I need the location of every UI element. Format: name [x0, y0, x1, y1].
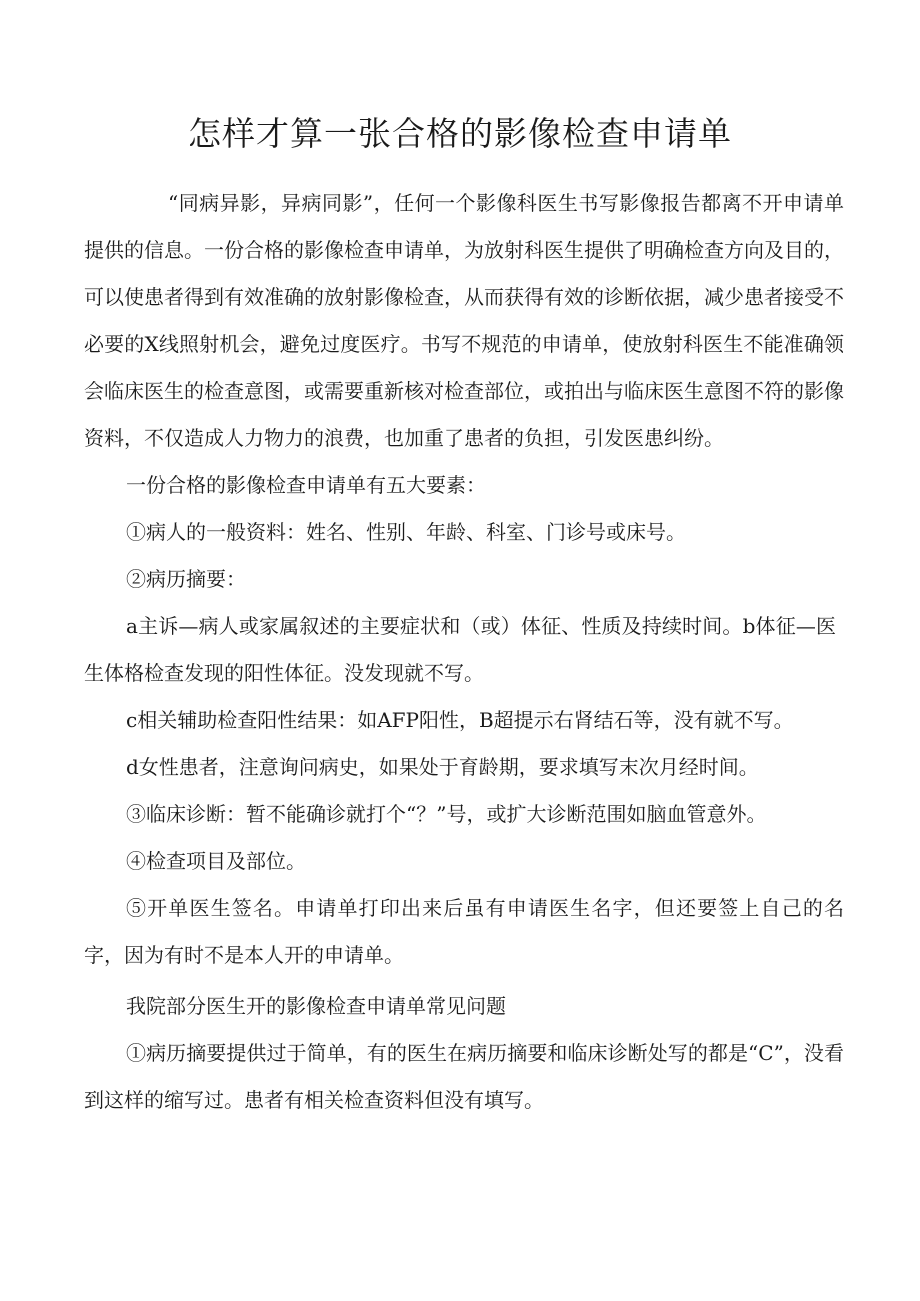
element-item-tests: c相关辅助检查阳性结果：如AFP阳性，B超提示右肾结石等，没有就不写。: [126, 708, 794, 732]
element-item-complaint: a主诉—病人或家属叙述的主要症状和（或）体征、性质及持续时间。b体征—医生体格检查发现的阳性体征。没发现就不写。: [84, 614, 836, 685]
document-title: 怎样才算一张合格的影像检查申请单: [188, 114, 732, 153]
intro-paragraph: “同病异影，异病同影”，任何一个影像科医生书写影像报告都离不开申请单提供的信息。一份合格的影像检查申请单，为放射科医生提供了明确检查方向及目的，可以使患者得到有效准确的放射影像检查，从而获得有效的诊断依据，减少患者接受不必要的X线照射机会，避免过度医疗。书写不规范的申请单，使放射科医生不能准确领会临床医生的检查意图，或需要重新核对检查部位，或拍出与临床医生意图不符的影像资料，不仅造成人力物力的浪费，也加重了患者的负担，引发医患纠纷。: [84, 191, 844, 450]
element-item-signature: ⑤开单医生签名。申请单打印出来后虽有申请医生名字，但还要签上自己的名字，因为有时不是本人开的申请单。: [84, 896, 844, 967]
document-body: [84, 180, 844, 1124]
element-item-general-info: ①病人的一般资料：姓名、性别、年龄、科室、门诊号或床号。: [126, 520, 686, 544]
element-item-female: d女性患者，注意询问病史，如果处于育龄期，要求填写末次月经时间。: [126, 755, 759, 779]
element-item-diagnosis: ③临床诊断：暂不能确诊就打个“？”号，或扩大诊断范围如脑血管意外。: [126, 802, 767, 826]
elements-heading: 一份合格的影像检查申请单有五大要素：: [126, 473, 486, 497]
problems-heading: 我院部分医生开的影像检查申请单常见问题: [126, 994, 506, 1018]
element-item-exam: ④检查项目及部位。: [126, 849, 306, 873]
problem-item: ①病历摘要提供过于简单，有的医生在病历摘要和临床诊断处写的都是“C”，没看到这样的缩写过。患者有相关检查资料但没有填写。: [84, 1041, 844, 1112]
element-item-history: ②病历摘要：: [126, 567, 246, 591]
